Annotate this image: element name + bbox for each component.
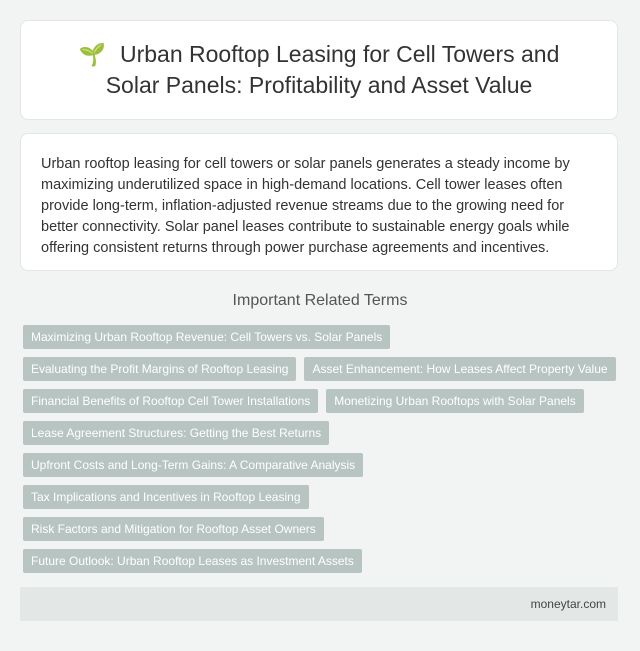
footer	[20, 587, 618, 621]
related-term-tag[interactable]: Monetizing Urban Rooftops with Solar Panels	[326, 389, 583, 413]
summary-text: Urban rooftop leasing for cell towers or solar panels generates a steady income by maximizing underutilized space in high-demand locations. Cell tower leases often provide long-term, inflation-adjusted revenue streams due to the growing need for better connectivity. Solar panel leases contribute to sustainable energy goals while offering consistent returns through power purchase agreements and incentives.	[41, 156, 570, 256]
related-term-tag[interactable]: Risk Factors and Mitigation for Rooftop Asset Owners	[23, 517, 324, 541]
tag-row	[23, 325, 623, 349]
title-card	[20, 20, 618, 120]
related-term-tag[interactable]: Tax Implications and Incentives in Rooftop Leasing	[23, 485, 309, 509]
page-title	[21, 39, 617, 101]
tag-row	[23, 517, 623, 541]
tag-row	[23, 549, 623, 573]
related-term-tag[interactable]: Financial Benefits of Rooftop Cell Tower Installations	[23, 389, 318, 413]
tag-row	[23, 485, 623, 509]
related-term-tag[interactable]: Evaluating the Profit Margins of Rooftop Leasing	[23, 357, 296, 381]
related-terms-heading: Important Related Terms	[232, 292, 408, 309]
tag-row	[23, 357, 623, 381]
seedling-icon: 🌱	[78, 42, 106, 67]
page-title-text: Urban Rooftop Leasing for Cell Towers and Solar Panels: Profitability and Asset Value	[105, 41, 560, 98]
related-terms-list	[23, 325, 623, 581]
related-term-tag[interactable]: Upfront Costs and Long-Term Gains: A Comparative Analysis	[23, 453, 363, 477]
related-term-tag[interactable]: Asset Enhancement: How Leases Affect Property Value	[304, 357, 615, 381]
footer-site-link[interactable]: moneytar.com	[530, 597, 606, 611]
related-term-tag[interactable]: Maximizing Urban Rooftop Revenue: Cell Towers vs. Solar Panels	[23, 325, 390, 349]
tag-row	[23, 453, 623, 477]
related-term-tag[interactable]: Future Outlook: Urban Rooftop Leases as Investment Assets	[23, 549, 362, 573]
tag-row	[23, 421, 623, 445]
summary-card	[20, 133, 618, 271]
related-term-tag[interactable]: Lease Agreement Structures: Getting the Best Returns	[23, 421, 329, 445]
tag-row	[23, 389, 623, 413]
